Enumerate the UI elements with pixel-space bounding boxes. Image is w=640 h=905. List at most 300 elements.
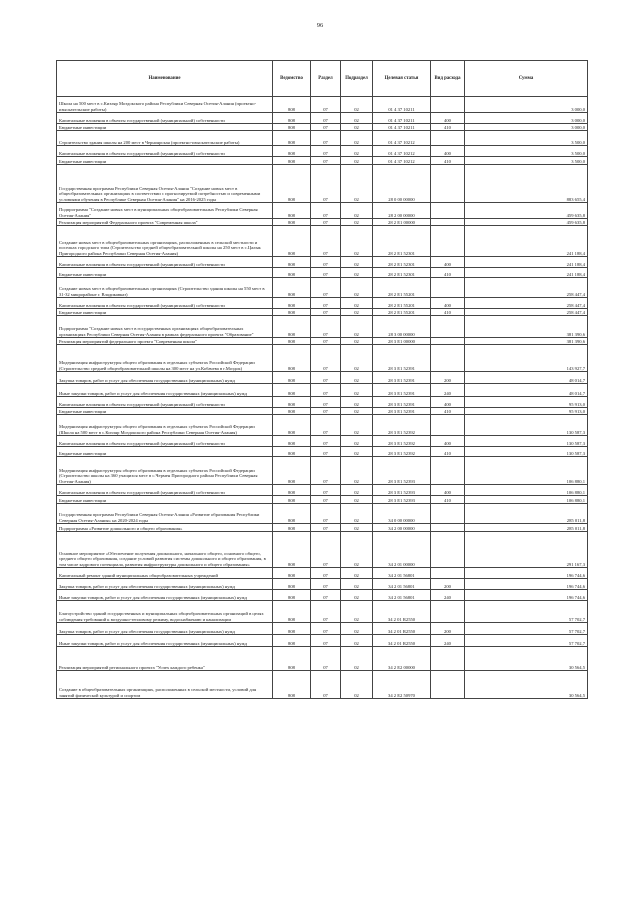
row-vid-raskhoda-cell: 400 [431, 113, 465, 124]
table-row [57, 97, 588, 113]
row-podrazdel-cell: 02 [341, 671, 373, 699]
row-podrazdel-cell: 02 [341, 97, 373, 113]
row-vid-raskhoda-cell: 410 [431, 408, 465, 415]
row-podrazdel-cell: 02 [341, 372, 373, 384]
row-vid-raskhoda-cell: 410 [431, 157, 465, 165]
page-number: 96 [316, 22, 324, 29]
table-row [57, 496, 588, 504]
table-row [57, 268, 588, 278]
row-name-cell: Подпрограмма «Развитие дошкольного и общего образования» [57, 524, 273, 532]
row-podrazdel-cell: 02 [341, 268, 373, 278]
row-razdel-cell: 07 [311, 124, 341, 131]
row-celevaya-statya-cell: 28 2 E1 52301 [373, 257, 431, 268]
row-vedomstvo-cell: 808 [273, 316, 311, 338]
row-name-cell: Бюджетные инвестиции [57, 447, 273, 457]
row-celevaya-statya-cell: 34 2 01 56801 [373, 568, 431, 579]
table-row [57, 579, 588, 590]
row-name-cell: Модернизация инфраструктуры общего образования в отдельных субъектах Российской Федерации (Строительство средней общеобразовательной школы на 300 мест на ул.Кобачева в г.Моздок) [57, 345, 273, 372]
row-podrazdel-cell: 02 [341, 309, 373, 316]
row-vid-raskhoda-cell [431, 601, 465, 623]
table-row [57, 372, 588, 384]
row-name-cell: Бюджетные инвестиции [57, 309, 273, 316]
row-podrazdel-cell: 02 [341, 579, 373, 590]
row-summa-cell: 106 880,1 [465, 457, 588, 485]
row-summa-cell: 57 702,7 [465, 601, 588, 623]
row-vedomstvo-cell: 808 [273, 226, 311, 257]
row-podrazdel-cell: 02 [341, 338, 373, 345]
row-name-cell: Иные закупки товаров, работ и услуг для обеспечения государственных (муниципальных) нужд [57, 384, 273, 397]
row-vedomstvo-cell: 808 [273, 447, 311, 457]
row-vid-raskhoda-cell [431, 278, 465, 298]
row-summa-cell: 3 500,0 [465, 146, 588, 157]
row-name-cell: Капитальные вложения в объекты государственной (муниципальной) собственности [57, 397, 273, 408]
row-summa-cell: 106 880,1 [465, 485, 588, 496]
row-razdel-cell: 07 [311, 372, 341, 384]
row-razdel-cell: 07 [311, 415, 341, 436]
row-celevaya-statya-cell: 28 3 E1 52391 [373, 408, 431, 415]
row-celevaya-statya-cell: 01 4 37 10212 [373, 146, 431, 157]
row-summa-cell: 196 744,6 [465, 579, 588, 590]
row-vid-raskhoda-cell: 200 [431, 372, 465, 384]
row-celevaya-statya-cell: 34 2 E2 50970 [373, 671, 431, 699]
row-summa-cell: 3 500,0 [465, 157, 588, 165]
row-podrazdel-cell: 02 [341, 457, 373, 485]
row-summa-cell: 30 564,5 [465, 647, 588, 671]
row-vid-raskhoda-cell: 240 [431, 635, 465, 647]
row-vid-raskhoda-cell [431, 338, 465, 345]
row-podrazdel-cell: 02 [341, 345, 373, 372]
row-podrazdel-cell: 02 [341, 124, 373, 131]
row-summa-cell: 196 744,6 [465, 568, 588, 579]
row-summa-cell: 130 587,3 [465, 415, 588, 436]
table-row [57, 316, 588, 338]
row-razdel-cell: 07 [311, 568, 341, 579]
row-celevaya-statya-cell: 01 4 37 10212 [373, 131, 431, 146]
row-celevaya-statya-cell: 01 4 37 10211 [373, 97, 431, 113]
row-name-cell: Капитальные вложения в объекты государственной (муниципальной) собственности [57, 485, 273, 496]
row-podrazdel-cell: 02 [341, 635, 373, 647]
header-vedomstvo: Ведомство [273, 61, 311, 97]
row-summa-cell: 241 188,4 [465, 226, 588, 257]
row-vedomstvo-cell: 808 [273, 671, 311, 699]
row-celevaya-statya-cell: 34 2 E2 00000 [373, 647, 431, 671]
row-podrazdel-cell: 02 [341, 146, 373, 157]
row-podrazdel-cell: 02 [341, 447, 373, 457]
row-name-cell: Бюджетные инвестиции [57, 268, 273, 278]
row-celevaya-statya-cell: 28 3 E1 52392 [373, 436, 431, 447]
row-razdel-cell: 07 [311, 203, 341, 219]
row-razdel-cell: 07 [311, 131, 341, 146]
row-name-cell: Бюджетные инвестиции [57, 157, 273, 165]
row-vedomstvo-cell: 808 [273, 338, 311, 345]
row-vedomstvo-cell: 808 [273, 268, 311, 278]
row-summa-cell: 143 927,7 [465, 345, 588, 372]
row-podrazdel-cell: 02 [341, 647, 373, 671]
table-row [57, 257, 588, 268]
row-name-cell: Закупка товаров, работ и услуг для обеспечения государственных (муниципальных) нужд [57, 579, 273, 590]
row-vid-raskhoda-cell [431, 131, 465, 146]
row-podrazdel-cell: 02 [341, 532, 373, 568]
row-summa-cell: 258 447,4 [465, 309, 588, 316]
table-row [57, 504, 588, 524]
row-summa-cell: 30 564,5 [465, 671, 588, 699]
table-row [57, 485, 588, 496]
row-celevaya-statya-cell: 28 2 E1 00000 [373, 219, 431, 226]
row-name-cell: Бюджетные инвестиции [57, 124, 273, 131]
row-celevaya-statya-cell: 28 3 E1 52392 [373, 415, 431, 436]
table-row [57, 384, 588, 397]
table-row [57, 146, 588, 157]
row-razdel-cell: 07 [311, 579, 341, 590]
row-vedomstvo-cell: 808 [273, 97, 311, 113]
row-summa-cell: 3 500,0 [465, 131, 588, 146]
row-podrazdel-cell: 02 [341, 590, 373, 601]
row-podrazdel-cell: 02 [341, 436, 373, 447]
row-razdel-cell: 07 [311, 485, 341, 496]
row-vid-raskhoda-cell [431, 316, 465, 338]
row-razdel-cell: 07 [311, 436, 341, 447]
row-name-cell: Создание новых мест в общеобразовательных организациях, расположенных в сельской местности и поселках городского типа (Строительство средней общеобразовательной школы на 250 мест в с.Цалык Пригородного района Республики Северная Осетия-Алания) [57, 226, 273, 257]
row-vid-raskhoda-cell [431, 345, 465, 372]
table-row [57, 298, 588, 309]
row-vedomstvo-cell: 808 [273, 524, 311, 532]
table-row [57, 338, 588, 345]
row-vedomstvo-cell: 808 [273, 165, 311, 203]
row-vid-raskhoda-cell: 200 [431, 623, 465, 635]
row-name-cell: Капитальные вложения в объекты государственной (муниципальной) собственности [57, 298, 273, 309]
row-podrazdel-cell: 02 [341, 384, 373, 397]
row-vid-raskhoda-cell: 400 [431, 146, 465, 157]
row-celevaya-statya-cell: 34 2 01 56801 [373, 579, 431, 590]
table-row [57, 278, 588, 298]
row-vedomstvo-cell: 808 [273, 219, 311, 226]
row-vid-raskhoda-cell [431, 165, 465, 203]
table-row [57, 524, 588, 532]
row-vid-raskhoda-cell [431, 203, 465, 219]
row-podrazdel-cell: 02 [341, 524, 373, 532]
row-razdel-cell: 07 [311, 635, 341, 647]
row-vid-raskhoda-cell: 400 [431, 485, 465, 496]
row-summa-cell: 459 635,8 [465, 203, 588, 219]
table-row [57, 436, 588, 447]
row-name-cell: Школа на 500 мест в с.Кизляр Моздокского района Республики Северная Осетия-Алания (проектно-изыскательские работы) [57, 97, 273, 113]
row-celevaya-statya-cell: 01 4 37 10212 [373, 157, 431, 165]
row-vedomstvo-cell: 808 [273, 372, 311, 384]
row-celevaya-statya-cell: 28 3 E1 52391 [373, 372, 431, 384]
row-celevaya-statya-cell: 34 2 00 00000 [373, 524, 431, 532]
row-vedomstvo-cell: 808 [273, 113, 311, 124]
row-summa-cell: 130 587,3 [465, 436, 588, 447]
row-vedomstvo-cell: 808 [273, 124, 311, 131]
row-razdel-cell: 07 [311, 524, 341, 532]
table-row [57, 309, 588, 316]
row-podrazdel-cell: 02 [341, 219, 373, 226]
row-name-cell: Бюджетные инвестиции [57, 496, 273, 504]
row-podrazdel-cell: 02 [341, 165, 373, 203]
row-name-cell: Реализация мероприятий федерального проекта "Современная школа" [57, 338, 273, 345]
row-name-cell: Основное мероприятие «Обеспечение получения дошкольного, начального общего, основного общего, среднего общего образования, создание условий развития системы дошкольного и общего образования, в том числе кадрового потенциала, развития инфраструктуры дошкольного и общего образования» [57, 532, 273, 568]
row-celevaya-statya-cell: 28 3 E1 52392 [373, 447, 431, 457]
header-vid-raskhoda: Вид расхода [431, 61, 465, 97]
row-vedomstvo-cell: 808 [273, 203, 311, 219]
row-razdel-cell: 07 [311, 309, 341, 316]
row-celevaya-statya-cell: 28 3 00 00000 [373, 316, 431, 338]
row-razdel-cell: 07 [311, 146, 341, 157]
row-name-cell: Подпрограмма "Создание новых мест в государственных организациях общеобразовательных организациях Республики Северная Осетия-Алания в рамках федерального проекта "Образование" [57, 316, 273, 338]
row-name-cell: Капитальный ремонт зданий муниципальных общеобразовательных учреждений [57, 568, 273, 579]
row-celevaya-statya-cell: 28 2 00 00000 [373, 203, 431, 219]
row-name-cell: Капитальные вложения в объекты государственной (муниципальной) собственности [57, 436, 273, 447]
row-razdel-cell: 07 [311, 345, 341, 372]
row-celevaya-statya-cell: 34 2 01 R2550 [373, 601, 431, 623]
row-podrazdel-cell: 02 [341, 298, 373, 309]
row-vid-raskhoda-cell: 410 [431, 268, 465, 278]
table-row [57, 226, 588, 257]
row-vedomstvo-cell: 808 [273, 647, 311, 671]
row-razdel-cell: 07 [311, 623, 341, 635]
table-row [57, 345, 588, 372]
row-podrazdel-cell: 02 [341, 408, 373, 415]
table-row [57, 157, 588, 165]
table-row [57, 635, 588, 647]
row-celevaya-statya-cell: 28 3 E1 52391 [373, 397, 431, 408]
row-summa-cell: 258 447,4 [465, 298, 588, 309]
row-razdel-cell: 07 [311, 298, 341, 309]
header-podrazdel: Подраздел [341, 61, 373, 97]
table-row [57, 647, 588, 671]
row-name-cell: Благоустройство зданий государственных и муниципальных общеобразовательных организаций в целях соблюдения требований к воздушно-тепловому режиму, водоснабжению и канализации [57, 601, 273, 623]
row-razdel-cell: 07 [311, 165, 341, 203]
row-vid-raskhoda-cell [431, 532, 465, 568]
row-celevaya-statya-cell: 28 3 E1 52393 [373, 457, 431, 485]
row-vedomstvo-cell: 808 [273, 485, 311, 496]
row-podrazdel-cell: 02 [341, 226, 373, 257]
row-razdel-cell: 07 [311, 268, 341, 278]
row-celevaya-statya-cell: 01 4 37 10211 [373, 113, 431, 124]
row-podrazdel-cell: 02 [341, 113, 373, 124]
row-name-cell: Модернизация инфраструктуры общего образования в отдельных субъектах Российской Федерации (Школа на 500 мест в с.Кизляр Моздокского района Республики Северная Осетия-Алания) [57, 415, 273, 436]
table-row [57, 219, 588, 226]
row-vid-raskhoda-cell [431, 647, 465, 671]
row-podrazdel-cell: 02 [341, 601, 373, 623]
row-summa-cell: 3 000,0 [465, 113, 588, 124]
row-celevaya-statya-cell: 28 3 E1 52393 [373, 496, 431, 504]
row-celevaya-statya-cell: 28 3 E1 52391 [373, 345, 431, 372]
row-razdel-cell: 07 [311, 338, 341, 345]
row-vid-raskhoda-cell [431, 219, 465, 226]
row-name-cell: Государственная программа Республики Северная Осетия-Алания "Создание новых мест в общеобразовательных организациях в соответствии с прогнозируемой потребностью и современными условиями обучения в Республике Северная Осетия-Алания" на 2016-2025 годы [57, 165, 273, 203]
table-row [57, 131, 588, 146]
row-podrazdel-cell: 02 [341, 157, 373, 165]
table-row [57, 601, 588, 623]
row-razdel-cell: 07 [311, 671, 341, 699]
row-razdel-cell: 07 [311, 157, 341, 165]
row-summa-cell: 3 000,0 [465, 97, 588, 113]
row-summa-cell: 57 702,7 [465, 623, 588, 635]
table-row [57, 415, 588, 436]
header-summa: Сумма [465, 61, 588, 97]
row-razdel-cell: 07 [311, 384, 341, 397]
table-row [57, 203, 588, 219]
row-name-cell: Бюджетные инвестиции [57, 408, 273, 415]
row-podrazdel-cell: 02 [341, 316, 373, 338]
row-razdel-cell: 07 [311, 257, 341, 268]
row-name-cell: Государственная программа Республики Северная Осетия-Алания «Развитие образования Республики Северная Осетия-Алания» на 2020-2024 годы [57, 504, 273, 524]
row-name-cell: Закупка товаров, работ и услуг для обеспечения государственных (муниципальных) нужд [57, 372, 273, 384]
row-razdel-cell: 07 [311, 457, 341, 485]
row-celevaya-statya-cell: 28 3 E1 00000 [373, 338, 431, 345]
row-vid-raskhoda-cell: 410 [431, 124, 465, 131]
row-summa-cell: 459 635,8 [465, 219, 588, 226]
row-razdel-cell: 07 [311, 278, 341, 298]
row-vid-raskhoda-cell: 400 [431, 397, 465, 408]
row-vedomstvo-cell: 808 [273, 457, 311, 485]
row-vid-raskhoda-cell [431, 97, 465, 113]
row-celevaya-statya-cell: 28 2 E1 52301 [373, 226, 431, 257]
row-summa-cell: 130 587,3 [465, 447, 588, 457]
table-row [57, 165, 588, 203]
row-summa-cell: 381 390,6 [465, 316, 588, 338]
row-vedomstvo-cell: 808 [273, 257, 311, 268]
table-row [57, 113, 588, 124]
row-razdel-cell: 07 [311, 226, 341, 257]
row-celevaya-statya-cell: 28 0 00 00000 [373, 165, 431, 203]
row-podrazdel-cell: 02 [341, 504, 373, 524]
row-vedomstvo-cell: 808 [273, 496, 311, 504]
table-row [57, 408, 588, 415]
row-vedomstvo-cell: 808 [273, 309, 311, 316]
row-vid-raskhoda-cell: 400 [431, 436, 465, 447]
row-razdel-cell: 07 [311, 601, 341, 623]
row-name-cell: Закупка товаров, работ и услуг для обеспечения государственных (муниципальных) нужд [57, 623, 273, 635]
row-celevaya-statya-cell: 28 3 E1 52391 [373, 384, 431, 397]
row-razdel-cell: 07 [311, 504, 341, 524]
row-vedomstvo-cell: 808 [273, 131, 311, 146]
row-vedomstvo-cell: 808 [273, 579, 311, 590]
table-body [57, 97, 588, 699]
row-vid-raskhoda-cell: 240 [431, 384, 465, 397]
row-summa-cell: 883 655,4 [465, 165, 588, 203]
row-celevaya-statya-cell: 34 0 00 00000 [373, 504, 431, 524]
row-summa-cell: 291 167,3 [465, 532, 588, 568]
row-vid-raskhoda-cell [431, 671, 465, 699]
row-summa-cell: 95 913,0 [465, 397, 588, 408]
row-razdel-cell: 07 [311, 97, 341, 113]
row-vedomstvo-cell: 808 [273, 408, 311, 415]
row-celevaya-statya-cell: 34 2 01 R2550 [373, 635, 431, 647]
row-vid-raskhoda-cell [431, 568, 465, 579]
row-vid-raskhoda-cell [431, 415, 465, 436]
row-name-cell: Иные закупки товаров, работ и услуг для обеспечения государственных (муниципальных) нужд [57, 635, 273, 647]
row-vedomstvo-cell: 808 [273, 345, 311, 372]
row-name-cell: Подпрограмма "Создание новых мест в муниципальных общеобразовательных Республики Северная Осетия-Алания" [57, 203, 273, 219]
row-summa-cell: 381 390,6 [465, 338, 588, 345]
row-podrazdel-cell: 02 [341, 568, 373, 579]
row-name-cell: Модернизация инфраструктуры общего образования в отдельных субъектах Российской Федерации (Строительство школы на 360 учащихся мест в с.Чермен Пригородного района Республики Северная Осетия-Алания) [57, 457, 273, 485]
row-razdel-cell: 07 [311, 113, 341, 124]
header-celevaya-statya: Целевая статья [373, 61, 431, 97]
row-vedomstvo-cell: 808 [273, 568, 311, 579]
row-summa-cell: 48 014,7 [465, 372, 588, 384]
row-vedomstvo-cell: 808 [273, 635, 311, 647]
row-vid-raskhoda-cell: 200 [431, 579, 465, 590]
row-podrazdel-cell: 02 [341, 485, 373, 496]
row-vedomstvo-cell: 808 [273, 532, 311, 568]
row-name-cell: Создание в общеобразовательных организациях, расположенных в сельской местности, условий для занятий физической культурой и спортом [57, 671, 273, 699]
row-name-cell: Реализация мероприятий регионального проекта "Успех каждого ребенка" [57, 647, 273, 671]
table-row [57, 671, 588, 699]
row-celevaya-statya-cell: 34 2 01 56801 [373, 590, 431, 601]
row-name-cell: Капитальные вложения в объекты государственной (муниципальной) собственности [57, 113, 273, 124]
row-summa-cell: 258 447,4 [465, 278, 588, 298]
row-name-cell: Строительство здания школы на 200 мест в Черноярская (проектно-изыскательские работы) [57, 131, 273, 146]
row-razdel-cell: 07 [311, 447, 341, 457]
row-celevaya-statya-cell: 34 2 01 00000 [373, 532, 431, 568]
row-vid-raskhoda-cell [431, 457, 465, 485]
row-name-cell: Реализация мероприятий Федерального проекта "Современная школа" [57, 219, 273, 226]
row-celevaya-statya-cell: 28 2 E1 55201 [373, 278, 431, 298]
row-vid-raskhoda-cell: 410 [431, 309, 465, 316]
row-vedomstvo-cell: 808 [273, 590, 311, 601]
row-podrazdel-cell: 02 [341, 131, 373, 146]
table-row [57, 447, 588, 457]
row-vid-raskhoda-cell: 400 [431, 257, 465, 268]
row-summa-cell: 57 702,7 [465, 635, 588, 647]
row-summa-cell: 48 014,7 [465, 384, 588, 397]
row-razdel-cell: 07 [311, 397, 341, 408]
row-vedomstvo-cell: 808 [273, 504, 311, 524]
row-vedomstvo-cell: 808 [273, 397, 311, 408]
row-vid-raskhoda-cell: 410 [431, 447, 465, 457]
row-podrazdel-cell: 02 [341, 257, 373, 268]
row-celevaya-statya-cell: 28 2 E1 55201 [373, 298, 431, 309]
row-vid-raskhoda-cell: 400 [431, 298, 465, 309]
row-podrazdel-cell: 02 [341, 415, 373, 436]
row-name-cell: Капитальные вложения в объекты государственной (муниципальной) собственности [57, 146, 273, 157]
row-podrazdel-cell: 02 [341, 278, 373, 298]
row-razdel-cell: 07 [311, 316, 341, 338]
table-header-row [57, 61, 588, 97]
row-razdel-cell: 07 [311, 496, 341, 504]
row-vedomstvo-cell: 808 [273, 146, 311, 157]
row-summa-cell: 3 000,0 [465, 124, 588, 131]
row-name-cell: Капитальные вложения в объекты государственной (муниципальной) собственности [57, 257, 273, 268]
row-podrazdel-cell: 02 [341, 203, 373, 219]
row-summa-cell: 95 913,0 [465, 408, 588, 415]
table-row [57, 124, 588, 131]
row-summa-cell: 285 011,8 [465, 524, 588, 532]
row-podrazdel-cell: 02 [341, 397, 373, 408]
row-vid-raskhoda-cell [431, 524, 465, 532]
header-name: Наименование [57, 61, 273, 97]
row-vedomstvo-cell: 808 [273, 157, 311, 165]
row-vedomstvo-cell: 808 [273, 278, 311, 298]
row-podrazdel-cell: 02 [341, 623, 373, 635]
row-celevaya-statya-cell: 28 2 E1 55201 [373, 309, 431, 316]
row-razdel-cell: 07 [311, 408, 341, 415]
row-razdel-cell: 07 [311, 590, 341, 601]
row-vedomstvo-cell: 808 [273, 436, 311, 447]
row-celevaya-statya-cell: 28 3 E1 52393 [373, 485, 431, 496]
row-vedomstvo-cell: 808 [273, 601, 311, 623]
row-summa-cell: 285 011,8 [465, 504, 588, 524]
row-vedomstvo-cell: 808 [273, 415, 311, 436]
budget-table [56, 60, 588, 699]
row-summa-cell: 241 188,4 [465, 257, 588, 268]
row-vid-raskhoda-cell: 240 [431, 590, 465, 601]
row-vid-raskhoda-cell: 410 [431, 496, 465, 504]
row-razdel-cell: 07 [311, 647, 341, 671]
